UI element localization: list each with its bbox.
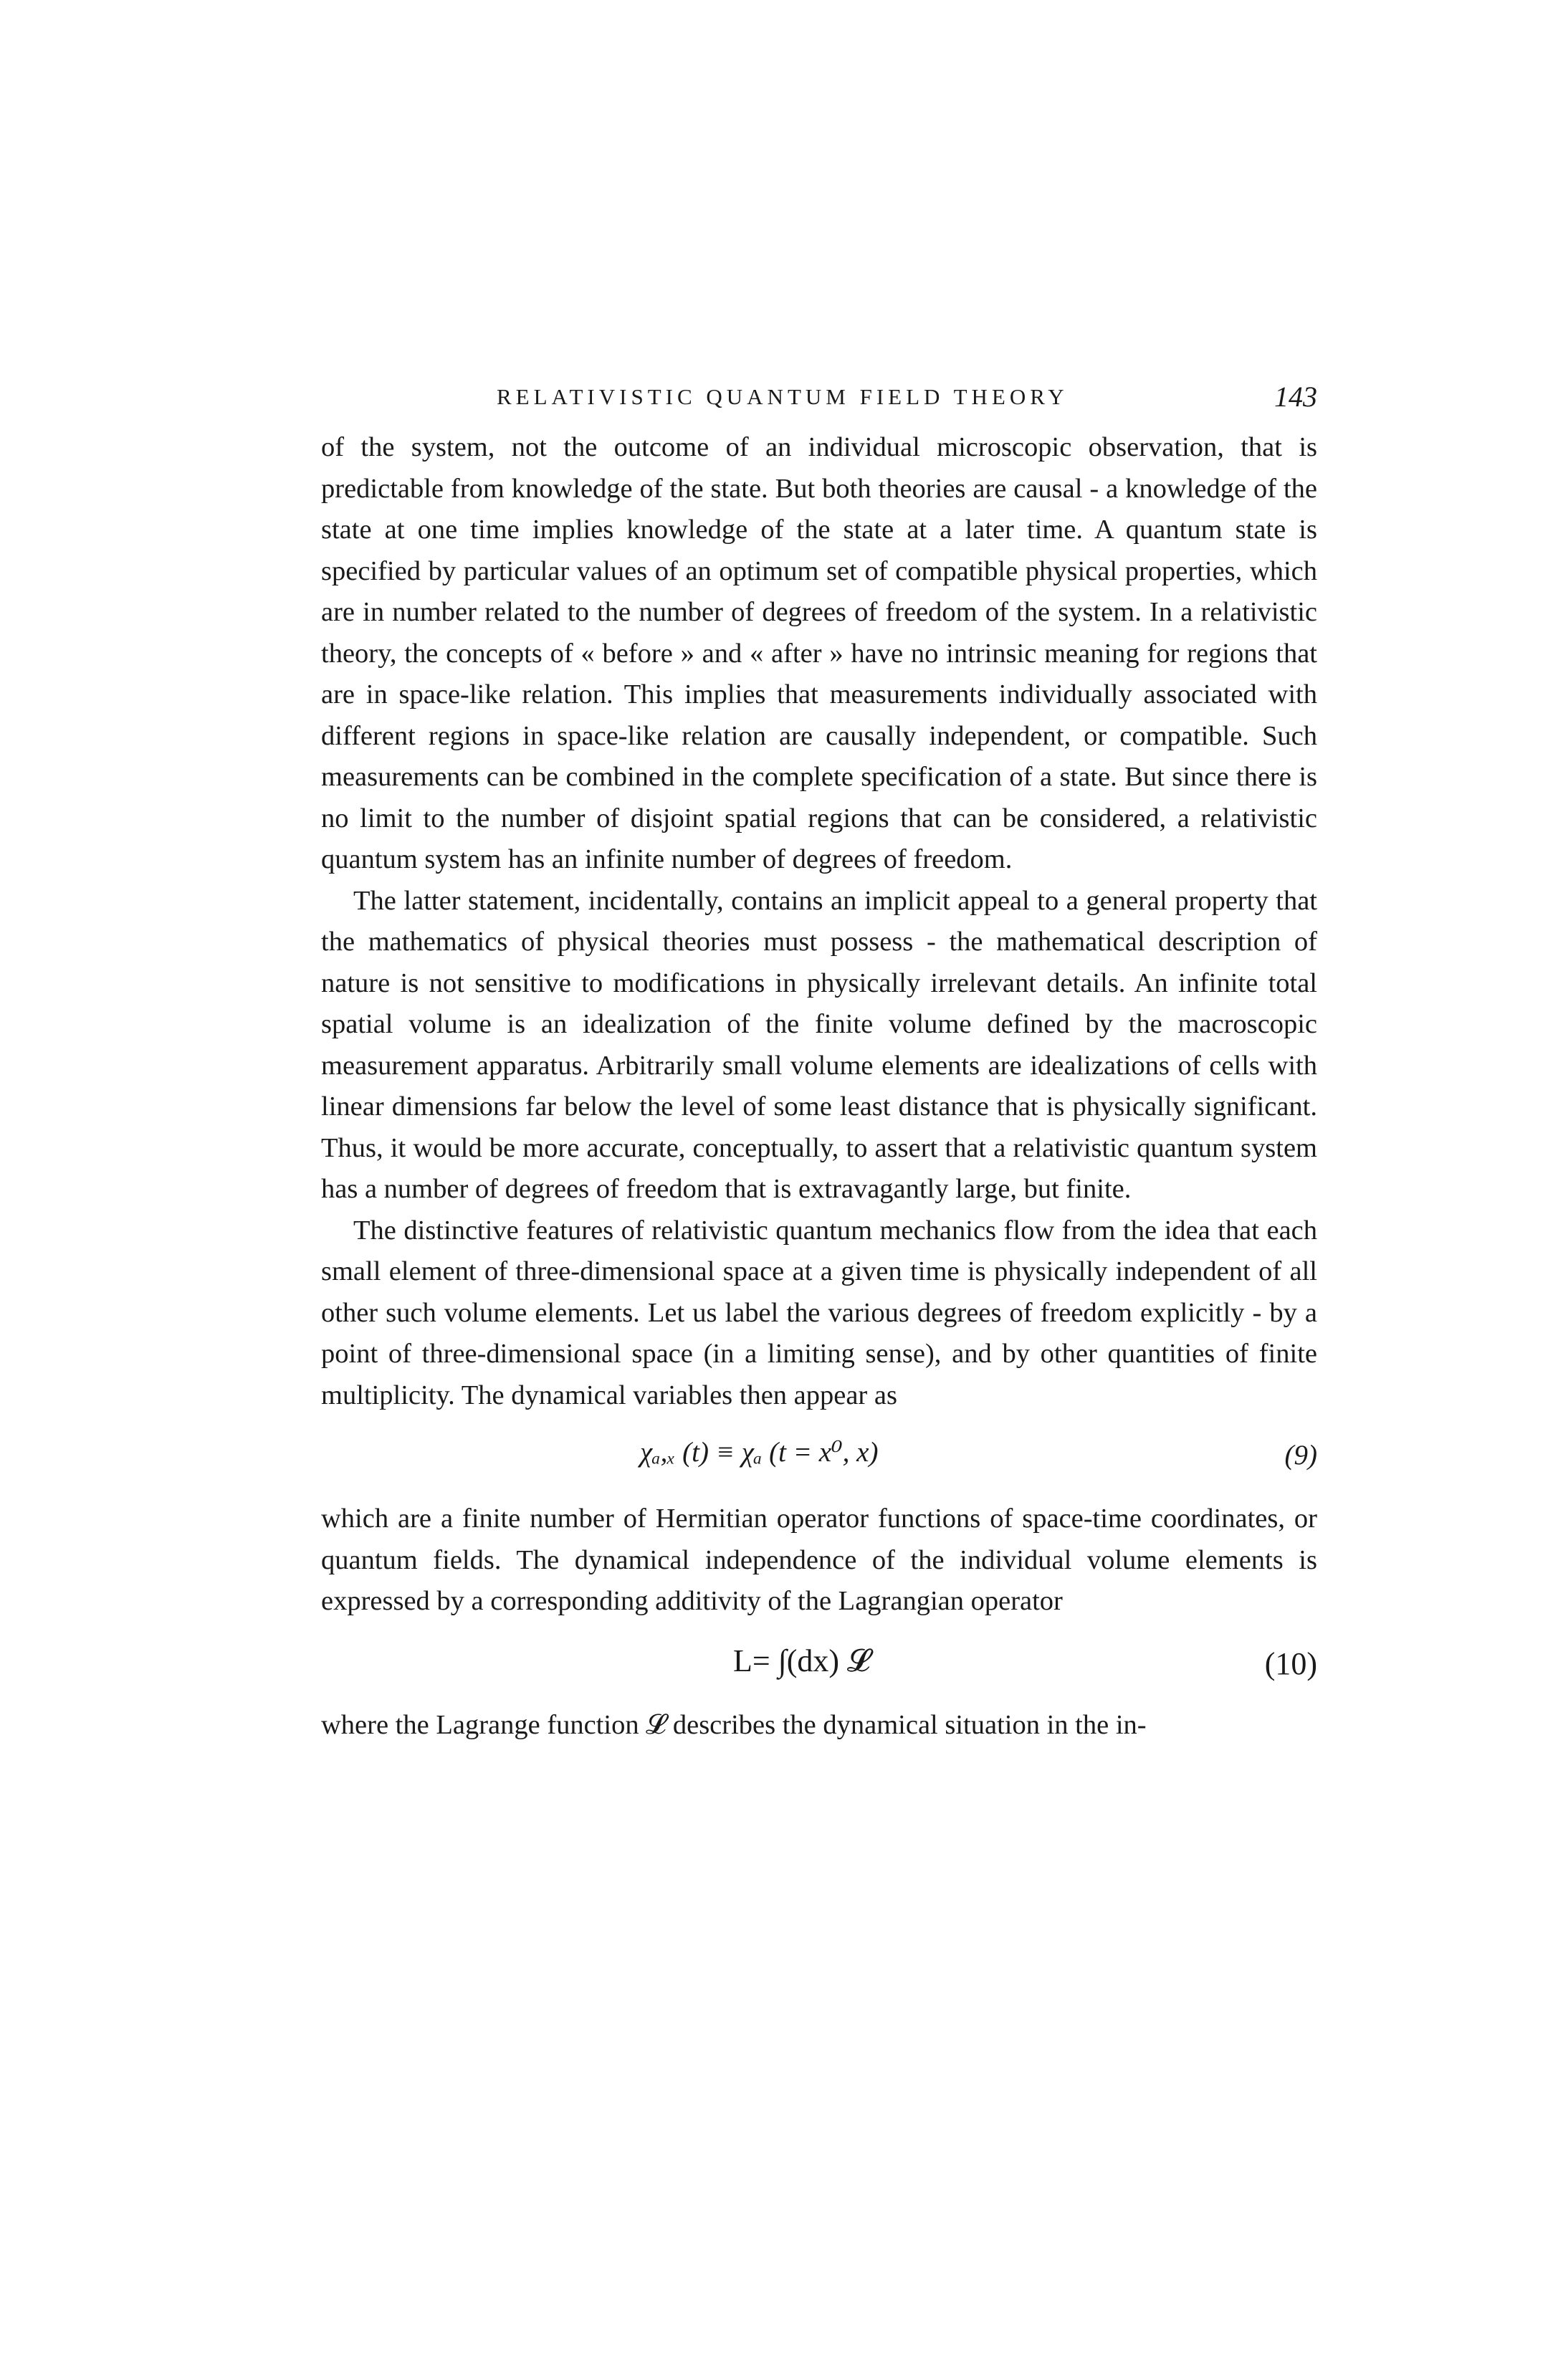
paragraph-4: which are a finite number of Hermitian operator functions of space-time coordinates, or quantum fields. The dynamical independence of the individual volume elements is expressed by a corresponding additivity of the Lagrangian operator: [321, 1504, 1317, 1616]
equation-9-expression: χₐ,ₓ (t) ≡ χₐ (t = x⁰, x): [640, 1437, 879, 1468]
equation-9: [321, 1416, 1317, 1499]
running-head: [321, 378, 1317, 421]
equation-10-expression: L= ∫(dx) 𝓛: [733, 1643, 871, 1678]
paragraph-5: where the Lagrange function 𝓛 describes the dynamical situation in the in-: [321, 1709, 1147, 1740]
equation-10-number: (10): [1264, 1645, 1317, 1681]
equation-10: [321, 1622, 1317, 1705]
paragraph-2: The latter statement, incidentally, contains an implicit appeal to a general property that the mathematics of physical theories must possess - the mathematical description of nature is not sensitive to modifications in physically irrelevant details. An infinite total spatial volume is an idealization of the finite volume defined by the macroscopic measurement apparatus. Arbitrarily small volume elements are idealizations of cells with linear dimensions far below the level of some least distance that is physically significant. Thus, it would be more accurate, conceptually, to assert that a relativistic quantum system has a number of degrees of freedom that is extravagantly large, but finite.: [321, 885, 1317, 1204]
page-content: [321, 378, 1317, 1746]
paragraph-3: The distinctive features of relativistic quantum mechanics flow from the idea that each small element of three-dimensional space at a given time is physically independent of all other such volume elements. Let us label the various degrees of freedom explicitly - by a point of three-dimensional space (in a limiting sense), and by other quantities of finite multiplicity. The dynamical variables then appear as: [321, 1215, 1317, 1410]
page-number: 143: [1274, 381, 1317, 413]
running-title: RELATIVISTIC QUANTUM FIELD THEORY: [497, 384, 1069, 409]
paragraph-1: of the system, not the outcome of an individual microscopic observation, that is predictable from knowledge of the state. But both theories are causal - a knowledge of the state at one time implies knowledge of the state at a later time. A quantum state is specified by particular values of an optimum set of compatible physical properties, which are in number related to the number of degrees of freedom of the system. In a relativistic theory, the concepts of « before » and « after » have no intrinsic meaning for regions that are in space-like relation. This implies that measurements individually associated with different regions in space-like relation are causally independent, or compatible. Such measurements can be combined in the complete specification of a state. But since there is no limit to the number of disjoint spatial regions that can be considered, a relativistic quantum system has an infinite number of degrees of freedom.: [321, 432, 1317, 874]
equation-9-number: (9): [1284, 1440, 1317, 1471]
